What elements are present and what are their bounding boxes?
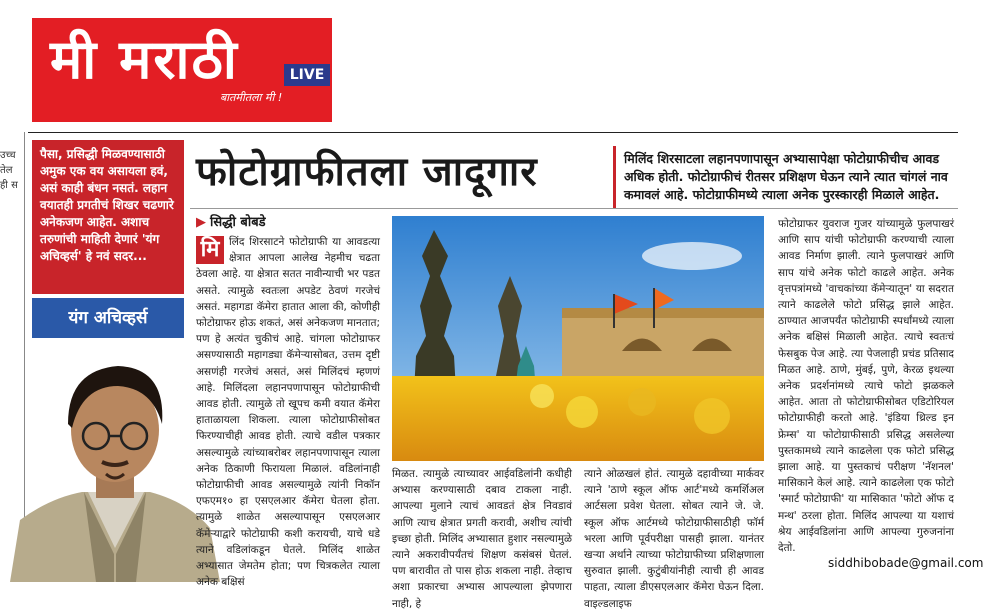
article-column-1 bbox=[196, 234, 380, 589]
intro-divider bbox=[613, 146, 616, 208]
article-column-4: फोटोग्राफर युवराज गुजर यांच्यामुळे फुलपाखरं आणि साप यांची फोटोग्राफी करण्याची त्याला आवड निर्माण झाली. त्याने फुलपाखरं आणि साप यांचे अनेक फोटो काढले आहेत. अनेक वृत्तपत्रांमध्ये 'वाचकांच्या कॅमेऱ्यातून' या सदरात त्याने काढलेले फोटो प्रसिद्ध झाले आहेत. ठाण्यात आजपर्यंत फोटोग्राफी स्पर्धांमध्ये त्याला अनेक बक्षिसं मिळाली आहेत. त्याचे स्वतःचं फेसबुक पेज आहे. त्या पेजलाही प्रचंड प्रतिसाद मिळत आहे. ठाणे, मुंबई, पुणे, केरळ इथल्या अनेक प्रदर्शनांमध्ये त्याचे फोटो झळकले आहेत. आता तो फोटोग्राफीसोबत एडिटोरियल फोटोग्राफीही करतो आहे. 'इंडिया थ्रिल्ड इन फ्रेम्स' या फोटोग्राफीसाठी प्रसिद्ध असलेल्या पुस्तकामध्ये त्याने काढलेला एक फोटो प्रसिद्ध झाला आहे. या पुस्तकाचं परीक्षण 'नॅशनल' मासिकाने केलं आहे. त्याने काढलेला एक फोटो 'स्मार्ट फोटोग्राफी' या मासिकात 'फोटो ऑफ द मन्थ' ठरला होता. मिलिंद आपल्या या यशाचं श्रेय आईवडिलांना आणि आपल्या गुरुजनांना देतो. bbox=[778, 218, 954, 555]
section-rule bbox=[190, 208, 958, 209]
logo-name: मी मराठी bbox=[50, 28, 239, 91]
article-column-3: त्याने ओळखलं होतं. त्यामुळे दहावीच्या मार्कवर त्याने 'ठाणे स्कूल ऑफ आर्ट'मध्ये कमर्शिअल आर्टसला प्रवेश घेतला. सोबत त्याने जे. जे. स्कूल ऑफ आर्टमध्ये फोटोग्राफीसाठीही फॉर्म भरला आणि पूर्वपरीक्षा पासही झाला. यानंतर खऱ्या अर्थाने त्याच्या फोटोग्राफीच्या प्रशिक्षणाला सुरुवात झाली. कुटुंबीयांनीही त्याची ही आवड पाहता, त्याला डीएसएलआर कॅमेरा घेऊन दिला. वाइल्डलाइफ bbox=[584, 468, 764, 610]
author-email[interactable]: siddhibobade@gmail.com bbox=[828, 556, 983, 570]
byline-marker-icon: ▶ bbox=[196, 215, 206, 230]
portrait-photo bbox=[10, 342, 220, 582]
article-intro: मिलिंद शिरसाटला लहानपणापासून अभ्यासापेक्षा फोटोग्राफीचीच आवड अधिक होती. फोटोग्राफीचं रीतसर प्रशिक्षण घेऊन त्याने त्यात चांगलं नाव कमावलं आहे. फोटोग्राफीमध्ये त्याला अनेक पुरस्कारही मिळाले आहेत. bbox=[624, 151, 948, 202]
column-intro-box: पैसा, प्रसिद्धी मिळवण्यासाठी अमुक एक वय असायला हवं, असं काही बंधन नसतं. लहान वयातही प्रगतीचं शिखर चढणारे अनेकजण आहेत. अशाच तरुणांची माहिती देणारं 'यंग अचिव्हर्स' हे नवं सदर... bbox=[32, 140, 184, 294]
byline bbox=[196, 212, 266, 230]
section-banner: यंग अचिव्हर्स bbox=[32, 298, 184, 338]
dropcap: मि bbox=[196, 236, 224, 264]
top-rule bbox=[28, 132, 958, 133]
live-badge: LIVE bbox=[284, 64, 330, 86]
previous-article-teaser: उच्च तेल ही स bbox=[0, 150, 18, 191]
logo-tagline: बातमीतला मी ! bbox=[220, 91, 283, 104]
article-photo bbox=[392, 216, 764, 461]
article-column-2: मिळत. त्यामुळे त्याच्यावर आईवडिलांनी कधीही अभ्यास करण्यासाठी दबाव टाकला नाही. आपल्या मुलाने त्याचं आवडतं क्षेत्र निवडावं आणि त्याच क्षेत्रात प्रगती करावी, अशीच त्यांची इच्छा होती. मिलिंद अभ्यासात हुशार नसल्यामुळे त्याने अकरावीपर्यंतचं शिक्षण कसंबसं घेतलं. पण बारावीत तो पास होऊ शकला नाही. तेव्हाच अशा प्रकारचा अभ्यास आपल्याला झेपणारा नाही, हे bbox=[392, 468, 572, 610]
headline: फोटोग्राफीतला जादूगार bbox=[196, 149, 538, 195]
column-1-text: लिंद शिरसाटने फोटोग्राफी या आवडत्या क्षेत्रात आपला आलेख नेहमीच चढता ठेवला आहे. या क्षेत्रात सतत नावीन्याची भर पडत असते. त्यामुळे स्वतःला अपडेट ठेवणं गरजेचं असतं. महागडा कॅमेरा हातात आला की, कोणीही फोटोग्राफर होऊ शकतं, असं अनेकजण मानतात; पण हे अत्यंत चुकीचं आहे. चांगला फोटोग्राफर असण्यासाठी महागड्या कॅमेऱ्यासोबत, उत्तम दृष्टी असणंही गरजेचं असतं, असं मिलिंदचं म्हणणं आहे. मिलिंदला लहानपणापासून फोटोग्राफीची आवड होती. त्यामुळे तो खूपच कमी वयात कॅमेरा हाताळायला शिकला. त्याला फोटोग्राफीसोबत फिरण्याचीही आवड होती. त्याचे वडील पत्रकार असल्यामुळे त्यांच्याबरोबर लहानपणापासून त्याला अनेक ठिकाणी फिरायला मिळालं. वडिलांनाही फोटोग्राफीची आवड असल्यामुळे त्यांनी निकॉन एफएम१० हा एसएलआर कॅमेरा घेतला होता. त्यामुळे शाळेत असल्यापासून एसएलआर कॅमेऱ्याद्वारे फोटोग्राफी कशी करायची, याचे धडे त्याने वडिलांकडून घेतले. मिलिंद शाळेत अभ्यासात जेमतेम होता; पण चित्रकलेत त्याला अनेक बक्षिसं bbox=[196, 236, 380, 589]
author-name: सिद्धी बोबडे bbox=[210, 215, 266, 230]
